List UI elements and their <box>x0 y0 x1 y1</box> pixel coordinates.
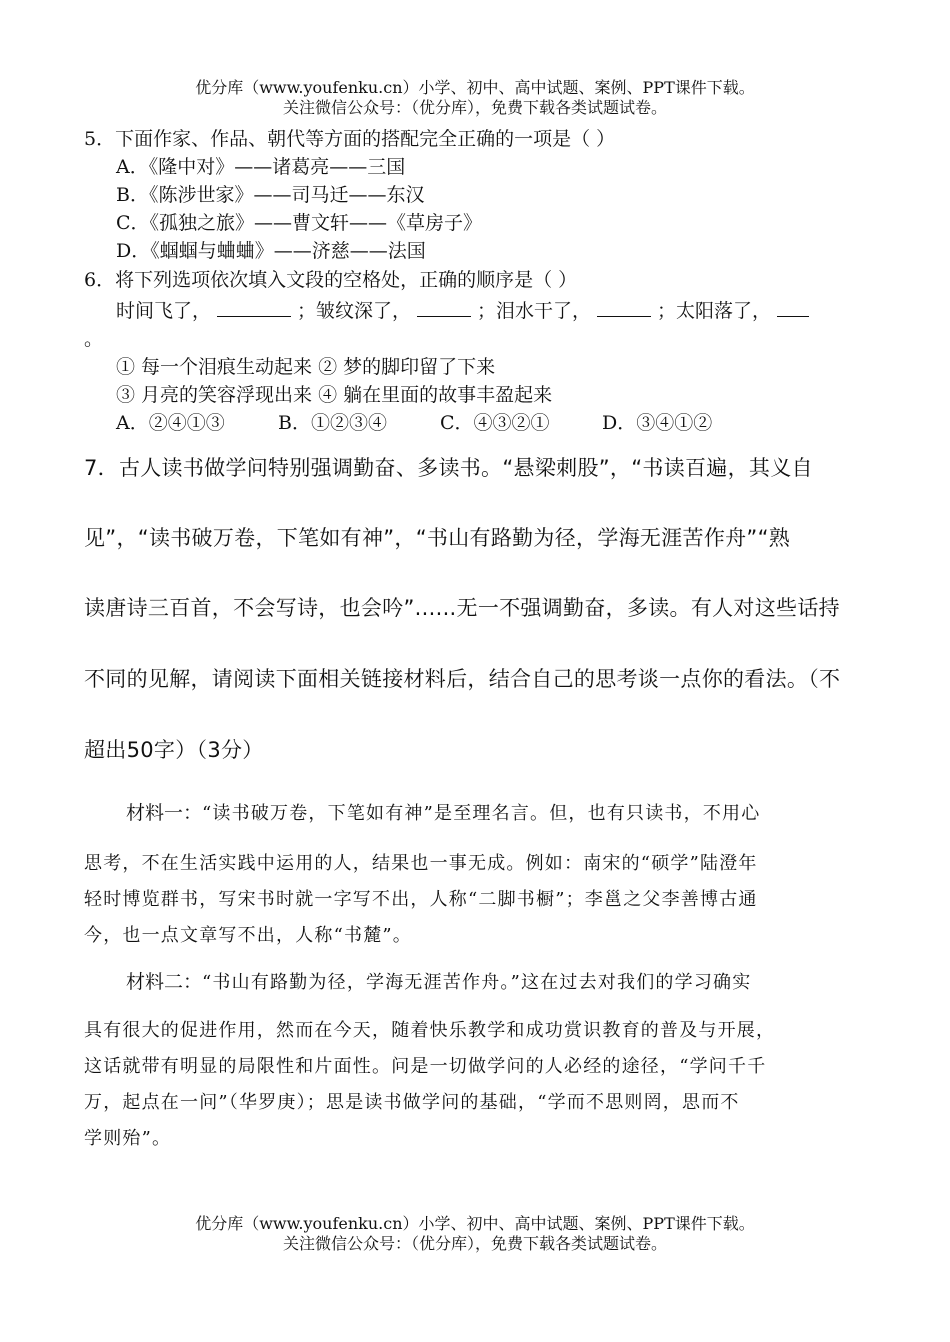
material-2-line-4: 万，起点在一问”（华罗庚）；思是读书做学问的基础，“学而不思则罔，思而不 <box>84 1092 740 1113</box>
q7-line-1: 7．古人读书做学问特别强调勤奋、多读书。“悬梁刺股”，“书读百遍，其义自 <box>84 456 813 480</box>
q6-option-a: A．②④①③ <box>116 412 225 434</box>
q6-option-b: B．①②③④ <box>278 412 387 434</box>
q6-seg-3: ；泪水干了， <box>477 300 592 322</box>
page-footer-line-2: 关注微信公众号：（优分库），免费下载各类试题试卷。 <box>282 1234 667 1253</box>
q7-line-5: 超出50字）（3分） <box>84 738 264 762</box>
q6-option-c: C．④③②① <box>440 412 550 434</box>
material-1-line-3: 轻时博览群书，写宋书时就一字写不出，人称“二脚书橱”；李邕之父李善博古通 <box>84 889 758 910</box>
q6-blank-3 <box>597 298 651 317</box>
page-header-line-1: 优分库（www.youfenku.cn）小学、初中、高中试题、案例、PPT课件下载。 <box>195 78 755 97</box>
q6-blank-1 <box>217 298 291 317</box>
material-2-first-line <box>126 970 751 995</box>
material-2-first-text: “书山有路勤为径，学海无涯苦作舟。”这在过去对我们的学习确实 <box>202 972 752 993</box>
q6-passage <box>116 298 815 323</box>
q6-seg-1: 时间飞了， <box>116 300 212 322</box>
q6-answer-options <box>116 411 712 435</box>
q6-blank-4 <box>777 298 809 317</box>
material-1-first-text: “读书破万卷，下笔如有神”是至理名言。但，也有只读书，不用心 <box>202 803 761 824</box>
material-1-first-line <box>126 801 760 826</box>
material-1-line-2: 思考，不在生活实践中运用的人，结果也一事无成。例如：南宋的“硕学”陆澄年 <box>84 853 758 874</box>
q6-blank-2 <box>417 298 471 317</box>
q6-items-row-2: ③ 月亮的笑容浮现出来 ④ 躺在里面的故事丰盈起来 <box>116 384 553 406</box>
page-footer-line-1: 优分库（www.youfenku.cn）小学、初中、高中试题、案例、PPT课件下载。 <box>195 1214 755 1233</box>
q5-option-c: C．《孤独之旅》——曹文轩——《草房子》 <box>116 212 483 234</box>
material-2-label: 材料二： <box>126 971 203 993</box>
q5-stem: 5．下面作家、作品、朝代等方面的搭配完全正确的一项是（ ） <box>84 128 616 150</box>
q5-option-b: B．《陈涉世家》——司马迁——东汉 <box>116 184 425 206</box>
material-2-line-2: 具有很大的促进作用，然而在今天，随着快乐教学和成功赏识教育的普及与开展， <box>84 1020 776 1041</box>
q7-line-3: 读唐诗三百首，不会写诗，也会吟”......无一不强调勤奋，多读。有人对这些话持 <box>84 596 840 620</box>
q6-stem: 6．将下列选项依次填入文段的空格处，正确的顺序是（ ） <box>84 269 578 291</box>
q6-option-d: D．③④①② <box>602 412 713 434</box>
q7-line-2: 见”，“读书破万卷，下笔如有神”，“书山有路勤为径，学海无涯苦作舟”“熟 <box>84 526 791 550</box>
page-header-line-2: 关注微信公众号：（优分库），免费下载各类试题试卷。 <box>282 98 667 117</box>
material-2-line-3: 这话就带有明显的局限性和片面性。问是一切做学问的人必经的途径，“学问千千 <box>84 1056 767 1077</box>
q7-line-4: 不同的见解，请阅读下面相关链接材料后，结合自己的思考谈一点你的看法。（不 <box>84 667 841 691</box>
q6-end-mark: 。 <box>84 328 104 350</box>
q6-items-row-1: ① 每一个泪痕生动起来 ② 梦的脚印留了下来 <box>116 356 496 378</box>
q5-option-d: D．《蝈蝈与蛐蛐》——济慈——法国 <box>116 240 426 262</box>
material-1-line-4: 今，也一点文章写不出，人称“书麓”。 <box>84 925 413 946</box>
q5-option-a: A．《隆中对》——诸葛亮——三国 <box>116 156 406 178</box>
material-1-label: 材料一： <box>126 802 203 824</box>
q6-seg-2: ；皱纹深了， <box>297 300 412 322</box>
q6-seg-4: ；太阳落了， <box>657 300 772 322</box>
material-2-line-5: 学则殆”。 <box>84 1128 172 1149</box>
